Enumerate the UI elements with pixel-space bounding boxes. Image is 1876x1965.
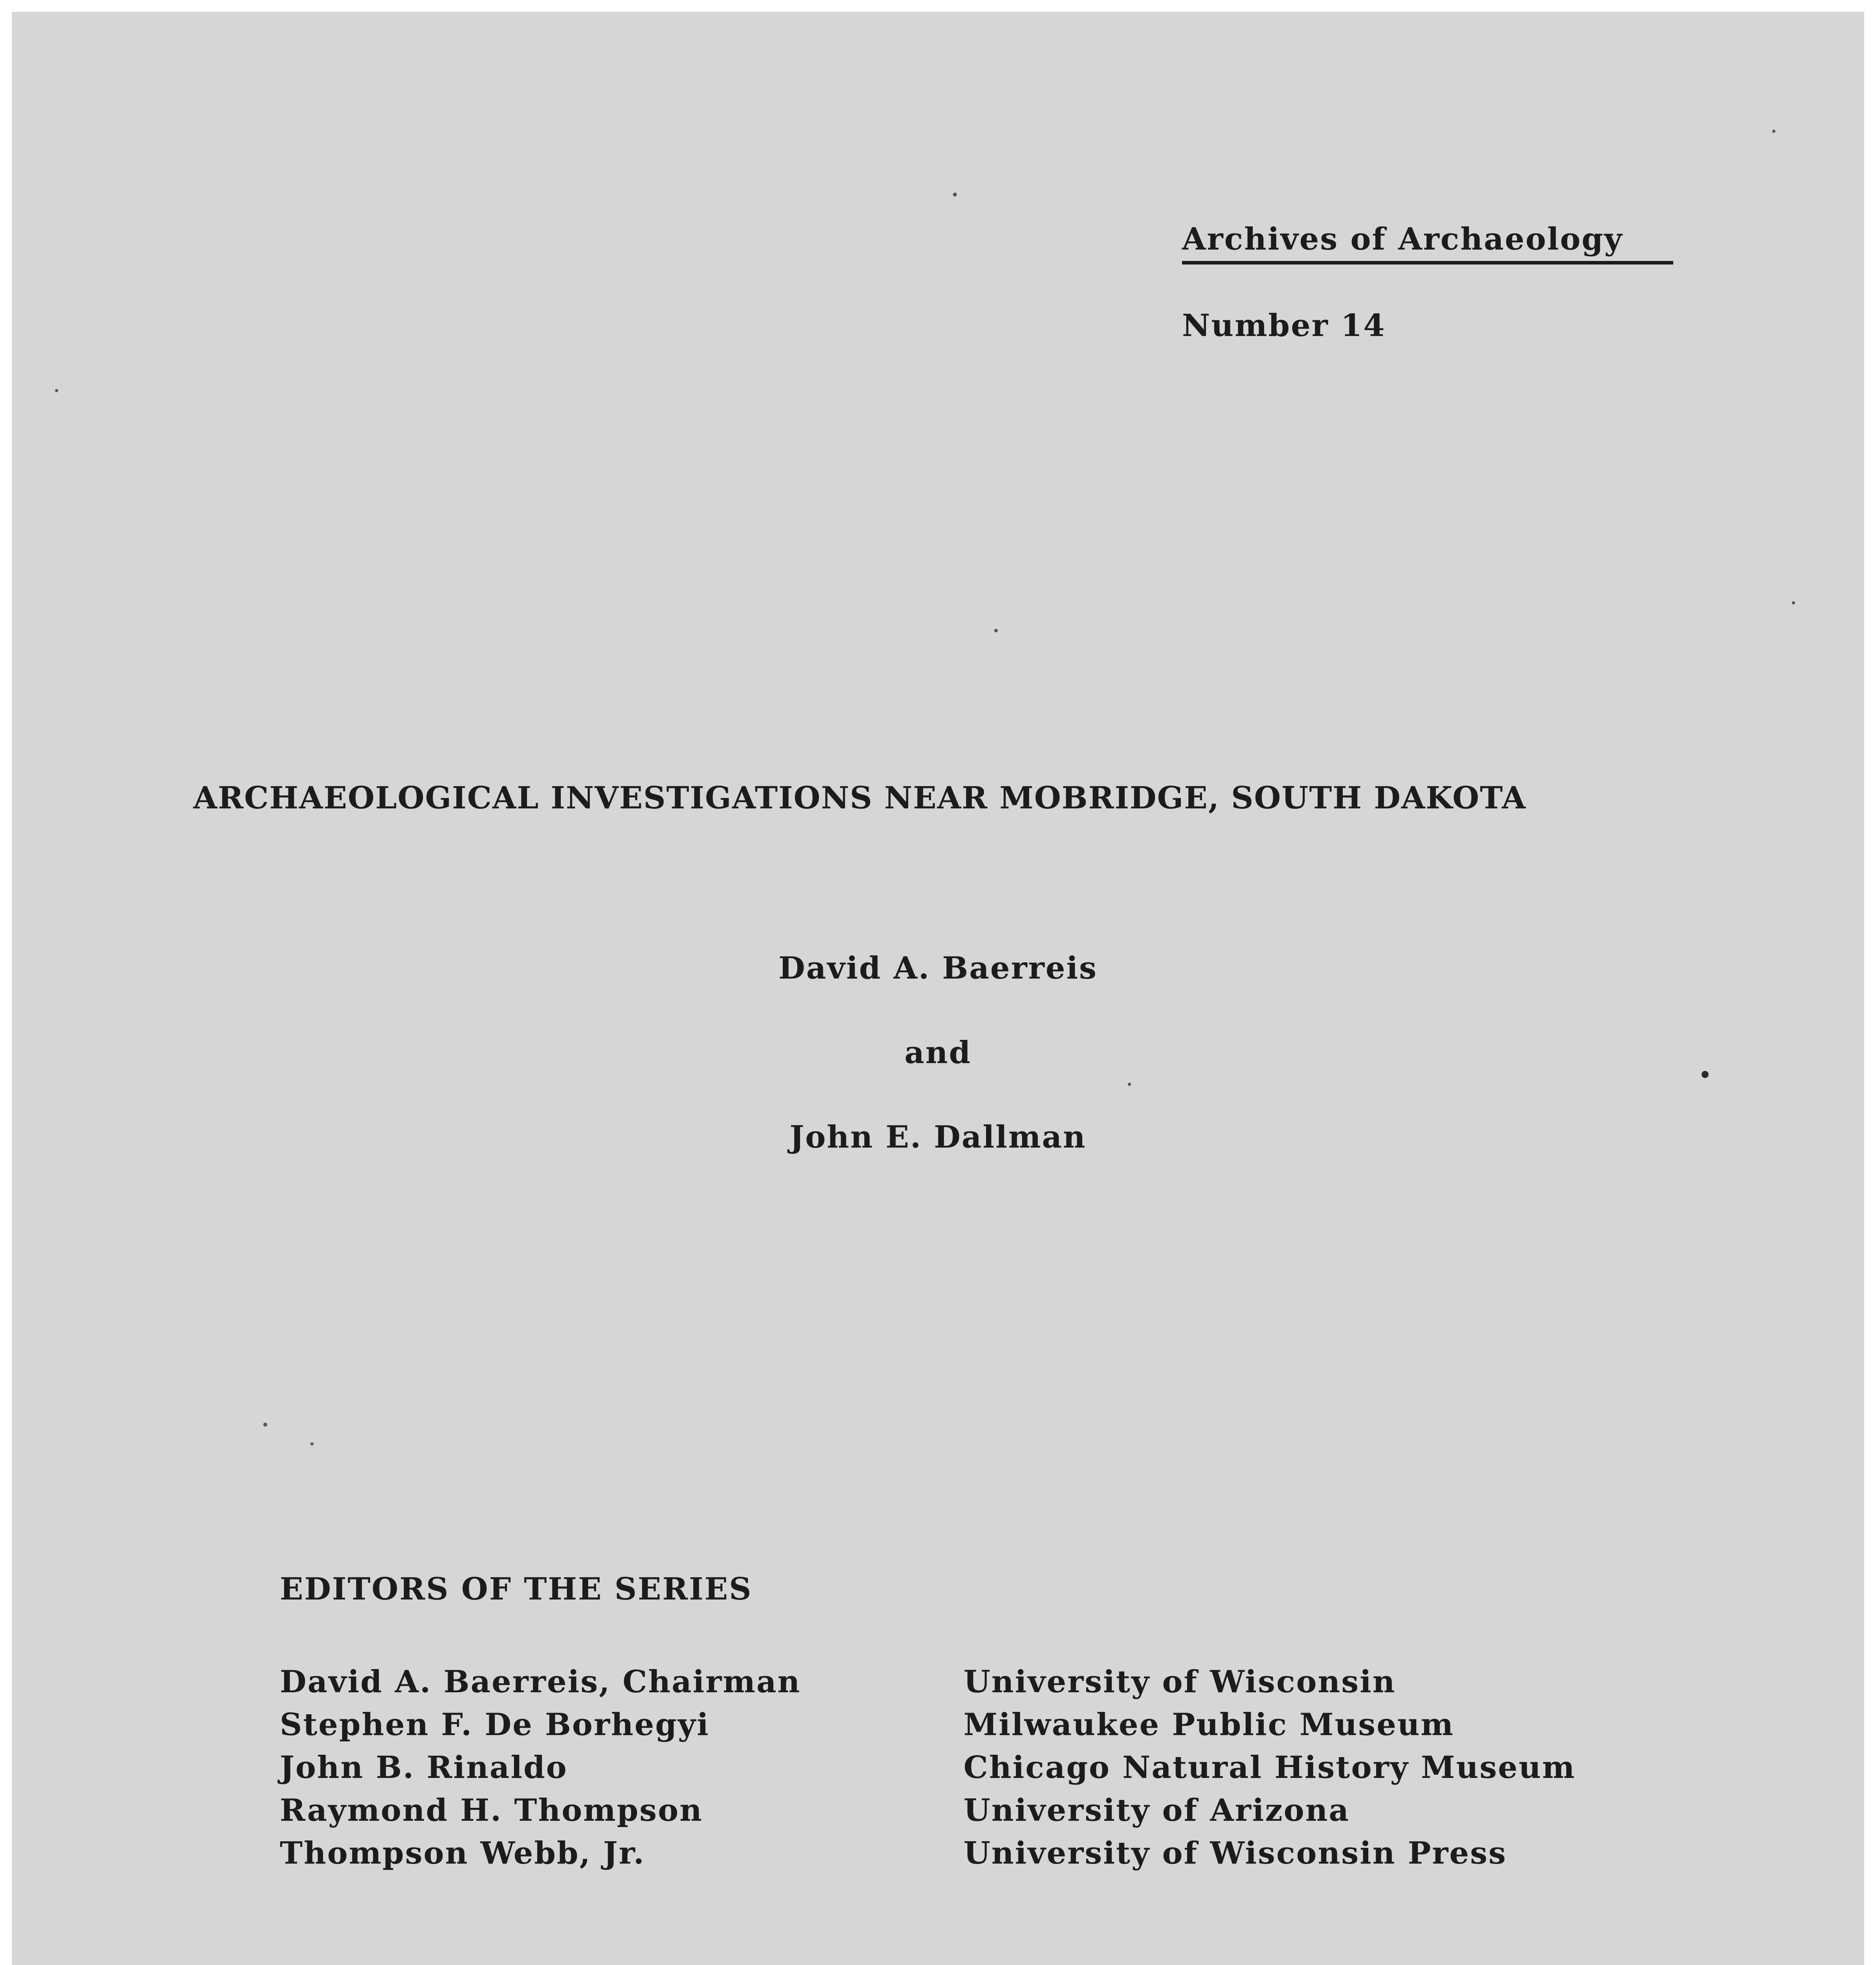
editor-row [280, 1789, 1576, 1832]
document-title: ARCHAEOLOGICAL INVESTIGATIONS NEAR MOBRIDGE, SOUTH DAKOTA [193, 780, 1527, 816]
editor-row [280, 1832, 1576, 1875]
scan-speck [953, 193, 957, 196]
author-conjunction: and [904, 1035, 972, 1071]
editor-name: Raymond H. Thompson [280, 1792, 703, 1828]
editor-row [280, 1703, 1576, 1746]
series-title-underline [1182, 261, 1673, 264]
editor-affiliation: University of Wisconsin Press [964, 1835, 1507, 1871]
scan-speck [310, 1442, 314, 1445]
author-1: David A. Baerreis [778, 950, 1098, 986]
scanned-title-page [12, 12, 1864, 1965]
editor-affiliation: Milwaukee Public Museum [964, 1707, 1455, 1743]
editor-affiliation: Chicago Natural History Museum [964, 1750, 1576, 1785]
scan-speck [994, 629, 998, 632]
editor-name: David A. Baerreis, Chairman [280, 1664, 801, 1700]
editor-name: John B. Rinaldo [280, 1750, 568, 1785]
series-number: Number 14 [1182, 308, 1386, 343]
editor-affiliation: University of Arizona [964, 1792, 1350, 1828]
editor-row [280, 1746, 1576, 1789]
editor-name: Stephen F. De Borhegyi [280, 1707, 710, 1743]
scan-speck [55, 389, 58, 392]
scan-speck [1128, 1083, 1131, 1086]
scan-speck [1792, 601, 1795, 604]
scan-speck [263, 1423, 267, 1427]
editor-row [280, 1660, 1576, 1703]
author-2: John E. Dallman [789, 1119, 1087, 1155]
editor-name: Thompson Webb, Jr. [280, 1835, 645, 1871]
series-title: Archives of Archaeology [1182, 221, 1623, 257]
editors-list [280, 1660, 1576, 1875]
editor-affiliation: University of Wisconsin [964, 1664, 1396, 1700]
scan-speck [1772, 130, 1775, 133]
scan-speck [1702, 1071, 1709, 1078]
editors-heading: EDITORS OF THE SERIES [280, 1571, 753, 1607]
